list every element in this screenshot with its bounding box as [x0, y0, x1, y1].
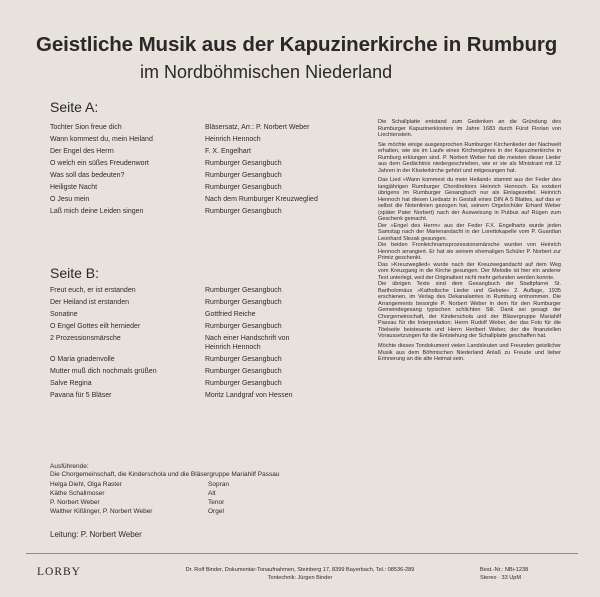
footer-divider	[26, 553, 578, 554]
track-title: Heiligste Nacht	[50, 184, 98, 191]
track-source: Nach einer Handschrift von Heinrich Hennoch	[205, 335, 290, 351]
track-row	[50, 208, 380, 220]
recording-engineer: Tontechnik: Jürgen Binder	[267, 575, 333, 581]
track-title: Wann kommest du, mein Heiland	[50, 136, 153, 143]
side-a-heading: Seite A:	[50, 99, 99, 115]
leitung-line: Leitung: P. Norbert Weber	[50, 530, 142, 539]
track-row	[50, 323, 380, 335]
soloist-name: Walther Kißlinger, P. Norbert Weber	[50, 508, 153, 515]
track-row	[50, 299, 380, 311]
notes-paragraph: Die Schallplatte entstand zum Gedenken an die Gründung des Rumburger Kapuzinerklosters im Jahre 1683 durch Fürst Florian von Liechtenstein.	[378, 119, 561, 138]
track-source: Rumburger Gesangbuch	[205, 323, 282, 330]
label-logo: LORBY	[37, 566, 81, 578]
publisher-line: Dr. Rolf Binder, Dokumentar-Tonaufnahmen, Steinberg 17, 8399 Bayerbach, Tel.: 08536-289	[185, 567, 415, 573]
soloist-part: Orgel	[208, 508, 224, 515]
track-source: Rumburger Gesangbuch	[205, 184, 282, 191]
soloist-row	[50, 490, 310, 499]
track-row	[50, 172, 380, 184]
page-subtitle: im Nordböhmischen Niederland	[140, 62, 393, 82]
track-title: Laß mich deine Leiden singen	[50, 208, 144, 215]
track-title: Pavana für 5 Bläser	[50, 392, 112, 399]
soloist-part: Tenor	[208, 499, 225, 506]
track-title: O Jesu mein	[50, 196, 90, 203]
soloist-name: Helga Diehl, Olga Raster	[50, 481, 122, 488]
track-source: Rumburger Gesangbuch	[205, 380, 282, 387]
track-source: Rumburger Gesangbuch	[205, 299, 282, 306]
track-title: Tochter Sion freue dich	[50, 124, 122, 131]
track-row	[50, 380, 380, 392]
soloist-row	[50, 499, 310, 508]
soloist-name: P. Norbert Weber	[50, 499, 100, 506]
track-source: Rumburger Gesangbuch	[205, 208, 282, 215]
track-row	[50, 335, 380, 355]
performers-ensemble: Die Chorgemeinschaft, die Kinderschola und die Bläsergruppe Mariahilf Passau	[50, 471, 280, 478]
notes-paragraph: Der »Engel des Herrn« aus der Feder F.X. Engelharts wurde jeden Samstag nach der Marienandacht in der Lorettokapelle vom P. Guardian Leonhard Slezak gesungen.	[378, 222, 561, 242]
track-title: O welch ein süßes Freudenwort	[50, 160, 149, 167]
track-title: O Engel Gottes eilt hernieder	[50, 323, 141, 330]
track-title: 2 Prozessionsmärsche	[50, 335, 121, 342]
soloist-part: Sopran	[208, 481, 229, 488]
track-row	[50, 184, 380, 196]
track-source: Heinrich Hennoch	[205, 136, 261, 143]
order-number: Best.-Nr.: NBi-1238	[480, 567, 529, 573]
track-source: Rumburger Gesangbuch	[205, 172, 282, 179]
track-source: Rumburger Gesangbuch	[205, 356, 282, 363]
track-source: F. X. Engelhart	[205, 148, 251, 155]
track-title: Salve Regina	[50, 380, 92, 387]
performers-label: Ausführende:	[50, 463, 89, 470]
track-row	[50, 287, 380, 299]
track-row	[50, 148, 380, 160]
soloist-row	[50, 508, 310, 517]
track-source: Rumburger Gesangbuch	[205, 287, 282, 294]
notes-paragraph: Das Lied »Wann kommest du mein Heiland« stammt aus der Feder des langjährigen Rumburger Chordirektors Heinrich Hennoch. Es existiert übrigens im Rumburger Gesangbuch nur als Einlagezettel. Heinrich Hennoch hat diesen Liedsatz in Gestalt eines DIN A 5 Blattes, auf das er selbst die Notenlinien gezogen hat, seinem Orgelschüler Erhard Weber (später Pater Norbert) nach der Ausweisung in Putbus auf Rügen zum Geschenk gemacht.	[378, 177, 561, 223]
track-title: Was soll das bedeuten?	[50, 172, 125, 179]
track-source: Bläsersatz, Arr.: P. Norbert Weber	[205, 124, 310, 131]
track-row	[50, 392, 380, 404]
notes-paragraph: Sie möchte einige ausgesprochen Rumburger Kirchenlieder der Nachwelt erhalten, wie sie im Laufe eines Kirchenjahres in der Kapuzinerkirche in Rumburg erklungen sind. P. Norbert Weber hat die meisten dieser Lieder aus dem Gedächtnis niedergeschrieben, wie er sie als Ministrant mit 12 Jahren in der Klosterkirche gehört und mitgesungen hat.	[378, 141, 561, 174]
catalog-info	[480, 566, 528, 582]
soloist-row	[50, 481, 310, 490]
notes-paragraph: Die übrigen Texte sind dem Gesangbuch der Stadtpfarrei St. Bartholomäus »Katholische Lieder und Gebete« 2. Auflage, 1935 erschienen, im Verlag des Dekanalamtes in Rumburg entnommen. Die Arrangements besorgte P. Norbert Weber in dem für den Rumburger Gemeindegesang typischen schlichten Stil. Dank sei gesagt der Chorgemeinschaft, der Kinderschola und der Bläsergruppe Mariahilf Passau für die Interpretation; Herrn Rudolf Weber, der das Foto für die Titelseite beisteuerte und Herrn Heribert Weber, der die finanziellen Voraussetzungen für die Entstehung der Schallplatte geschaffen hat.	[378, 281, 561, 340]
track-source: Nach dem Rumburger Kreuzweglied	[205, 196, 318, 203]
notes-paragraph: Möchte dieses Tondokument vielen Landsleuten und Freunden geistlicher Musik aus dem Böhmischen Niederland Anlaß zu Freude und lieber Erinnerung an die alte Heimat sein.	[378, 343, 561, 363]
soloist-name: Käthe Schallmoser	[50, 490, 105, 497]
track-row	[50, 196, 380, 208]
track-row	[50, 356, 380, 368]
track-title: Der Heiland ist erstanden	[50, 299, 129, 306]
track-source: Rumburger Gesangbuch	[205, 160, 282, 167]
soloist-part: Alt	[208, 490, 216, 497]
track-title: Der Engel des Herrn	[50, 148, 114, 155]
track-row	[50, 368, 380, 380]
track-row	[50, 136, 380, 148]
side-b-heading: Seite B:	[50, 265, 100, 281]
record-format: Stereo · 33 UpM	[480, 575, 522, 581]
track-row	[50, 160, 380, 172]
track-source: Rumburger Gesangbuch	[205, 368, 282, 375]
liner-notes	[378, 119, 561, 366]
page-title: Geistliche Musik aus der Kapuzinerkirche in Rumburg	[36, 33, 558, 56]
track-source: Gottfried Reiche	[205, 311, 256, 318]
track-title: Sonatine	[50, 311, 78, 318]
track-source: Moritz Landgraf von Hessen	[205, 392, 293, 399]
track-title: Mutter muß dich nochmals grüßen	[50, 368, 157, 375]
track-row	[50, 124, 380, 136]
notes-paragraph: Das »Kreuzweglied« wurde nach der Kreuzwegandacht auf dem Weg vom Kreuzgang in die Kirche gesungen. Der Melodie ist hier ein anderer Text unterlegt, weil der Originaltext nicht mehr gefunden werden konnte.	[378, 261, 561, 281]
track-title: O Maria gnadenvolle	[50, 356, 115, 363]
notes-paragraph: Die beiden Fronleichnamsprozessionsmärsche wurden von Heinrich Hennoch arrangiert. Er hat sie seinem ehemaligen Schüler P. Norbert zur Primiz geschenkt.	[378, 242, 561, 262]
track-title: Freut euch, er ist erstanden	[50, 287, 136, 294]
track-row	[50, 311, 380, 323]
